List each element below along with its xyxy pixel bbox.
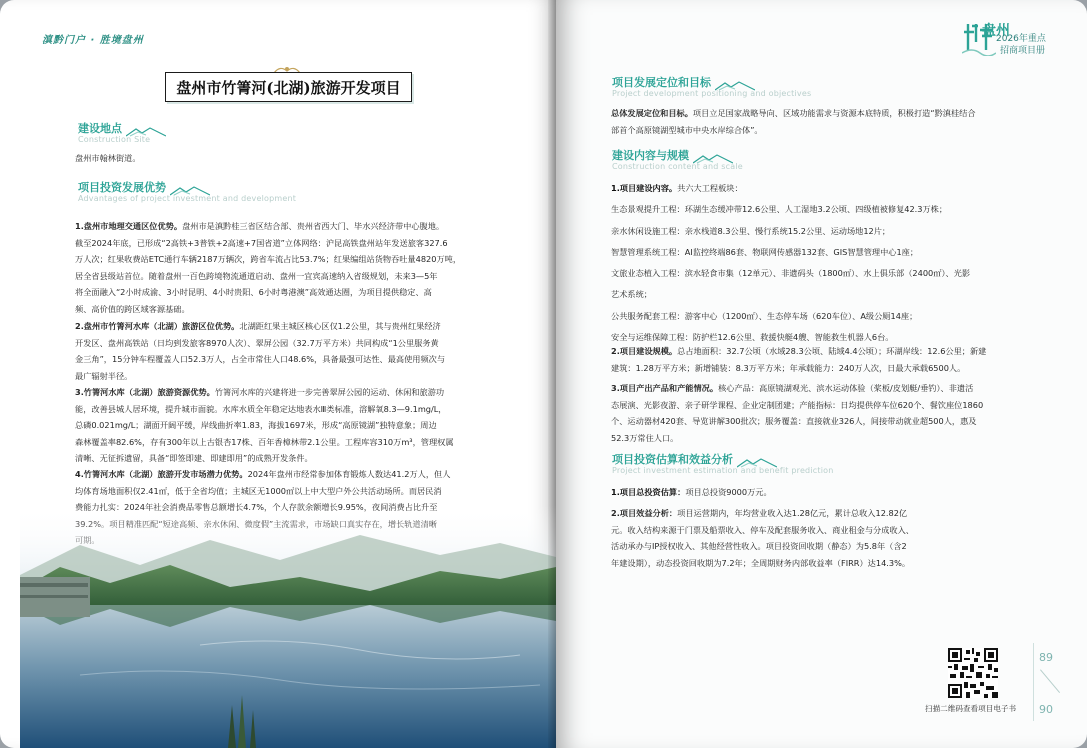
qr-caption: 扫描二维码查看项目电子书 (925, 704, 1017, 713)
output-text: 3.项目产出产品和产能情况。核心产品：高原镜湖观光、滨水运动体验（桨板/皮划艇/垂钓）、非遗活 态展演、光影夜游、亲子研学课程、企业定制团建；产能指标：日均提供停车位620个、餐饮座位1860 个、运动器材420套、导览讲解300批次；服务覆盖：直接就业326人，间接带动就业超500人，惠及 52.3万常住人口。 (611, 383, 984, 443)
content-subtitle: Construction content and scale (612, 162, 743, 171)
investment-title: 项目投资估算和效益分析 (612, 453, 733, 466)
logo-text: 盘州 (982, 23, 1010, 39)
list-item: 智慧管理系统工程：AI监控终端86套、物联网传感器132套、GIS智慧管理中心1座； (611, 246, 919, 257)
scale-text: 2.项目建设规模。总占地面积：32.7公顷（水域28.3公顷、陆域4.4公顷）；环湖岸线：12.6公里；新建 建筑：1.28万平方米；新增铺装：8.3万平方米；年承载能力：240万人次，日最大承载6500人。 (611, 346, 987, 373)
investment-section-header (612, 451, 834, 475)
qr-code[interactable] (948, 648, 998, 698)
list-item: 艺术系统； (611, 289, 652, 300)
positioning-text: 总体发展定位和目标。项目立足国家战略导向、区域功能需求与资源本底特质，积极打造“黔滇桂结合 部首个高原镜湖型城市中央水岸综合体”。 (611, 108, 976, 135)
advantage-paragraph-4: 4.竹箐河水库（北湖）旅游开发市场潜力优势。2024年盘州市经常参加体育锻炼人数达41.2万人，但人 均体育场地面积仅2.41㎡，低于全省均值；主城区无1000㎡以上中大型户外公共活动场所。而居民消 (75, 469, 451, 496)
positioning-title: 项目发展定位和目标 (612, 76, 711, 89)
advantage-paragraph-1: 1.盘州市地理交通区位优势。盘州市是滇黔桂三省区结合部、贵州省西大门、毕水兴经济带中心腹地。 截至2024年底，已形成“2高铁+3普铁+2高速+7国省道”立体网络：沪昆高铁盘州站年发送旅客327.6 万人次；红果收费站ETC通行车辆2187万辆次，跨省车流占比53.7%；红果编组站货物吞吐量4820万吨， 居全省县级站首位。随着盘州一百色跨境物流通道启动、盘州一宜宾高速纳入省级规划，未来3—5年 将全面融入“2小时成渝、3小时昆明、4小时贵阳、6小时粤港澳”高效通达圈，为项目提供稳定、高 频、高价值的跨区域客源基础。 (75, 221, 462, 314)
advantage-heading: 4.竹箐河水库（北湖）旅游开发市场潜力优势。 (75, 469, 248, 479)
tagline: 滇黔门户 · 胜境盘州 (42, 35, 144, 46)
investment-subtitle: Project investment estimation and benefit prediction (612, 466, 834, 475)
benefit-text: 2.项目效益分析：项目运营期内，年均营业收入达1.28亿元，累计总收入12.82亿 元。收入结构来源于门票及船票收入、停车及配套服务收入、商业租金与分成收入、 活动承办与IP授权收入、其他经营性收入。项目投资回收期（静态）为5.8年（含2 年建设期），动态投资回收期为7.2年；全周期财务内部收益率（FIRR）达14.3%。 (611, 508, 914, 568)
catalog-title: 2026年重点 招商项目册 (996, 34, 1046, 56)
advantage-paragraph-3: 3.竹箐河水库（北湖）旅游资源优势。竹箐河水库的兴建将进一步完善翠屏公园的运动、休闲和旅游功 能，改善县城人居环境，提升城市面貌。水库水质全年稳定达地表水Ⅲ类标准，溶解氧8.3—9.1mg/L， 总磷0.021mg/L；湖面开阔平缓，岸线曲折率1.83，海拔1697米，形成“高原镜湖”独特意象；周边 森林覆盖率82.6%，存有300年以上古银杏17株、百年香樟林带2.1公里。工程库容310万m³，管理权属 清晰、无征拆遗留，具备“即签即建、即建即用”的成熟开发条件。 (75, 387, 454, 464)
lake-photo (20, 505, 556, 748)
content-title: 建设内容与规模 (612, 149, 689, 162)
list-item: 公共服务配套工程：游客中心（1200㎡）、生态停车场（620车位）、A级公厕14座； (611, 310, 918, 321)
content-section-header (612, 147, 743, 171)
advantage-paragraph-2: 2.盘州市竹箐河水库（北湖）旅游区位优势。北湖距红果主城区核心区仅1.2公里，其与贵州红果经济 开发区、盘州高铁站（日均到发旅客8970人次）、翠屏公园（32.7万平方米）共同构成“1公里服务黄 金三角”，15分钟车程覆盖人口52.3万人，占全市常住人口48.6%，具备最强可达性、最高使用频次与 最广辐射半径。 (75, 321, 446, 381)
location-title: 建设地点 (78, 122, 122, 135)
page-number-left: 89 (1039, 651, 1053, 664)
content-list: 1.项目建设内容。共六大工程板块： 生态景观提升工程：环湖生态缓冲带12.6公里、人工湿地3.2公顷、四级植被修复42.3万株； 亲水休闲设施工程：亲水栈道8.3公里、慢行系统15.2公里、运动场地12片； 智慧管理系统工程：AI监控终端86套、物联网传感器132套、GIS智慧管理中心1座； 文旅业态植入工程：滨水轻食市集（12单元）、非遗码头（1800㎡）、水上俱乐部（2400㎡）、光影 艺术系统； 公共服务配套工程：游客中心（1200㎡）、生态停车场（620车位）、A级公厕14座； 安全与运维保障工程：防护栏12.6公里、救援快艇4艘、智能救生机器人6台。 (611, 178, 1041, 348)
location-section-header (78, 120, 166, 144)
advantage-heading: 2.盘州市竹箐河水库（北湖）旅游区位优势。 (75, 321, 240, 331)
list-item: 安全与运维保障工程：防护栏12.6公里、救援快艇4艘、智能救生机器人6台。 (611, 332, 894, 343)
positioning-subtitle: Project development positioning and objectives (612, 89, 812, 98)
page-number-right: 90 (1039, 703, 1053, 716)
page-title: 盘州市竹箐河(北湖)旅游开发项目 (165, 72, 412, 102)
list-item: 亲水休闲设施工程：亲水栈道8.3公里、慢行系统15.2公里、运动场地12片； (611, 225, 891, 236)
total-investment-text: 1.项目总投资估算：项目总投资9000万元。 (611, 487, 772, 497)
advantage-heading: 3.竹箐河水库（北湖）旅游资源优势。 (75, 387, 215, 397)
positioning-section-header (612, 74, 812, 98)
advantage-title: 项目投资发展优势 (78, 181, 166, 194)
location-text: 盘州市翰林街道。 (75, 153, 141, 163)
advantage-heading: 1.盘州市地理交通区位优势。 (75, 221, 183, 231)
advantage-section-header (78, 179, 297, 203)
list-item: 生态景观提升工程：环湖生态缓冲带12.6公里、人工湿地3.2公顷、四级植被修复42.3万株； (611, 204, 948, 215)
list-item: 文旅业态植入工程：滨水轻食市集（12单元）、非遗码头（1800㎡）、水上俱乐部（2400㎡）、光影 (611, 268, 971, 279)
location-subtitle: Construction Site (78, 135, 151, 144)
advantage-subtitle: Advantages of project investment and development (78, 194, 297, 203)
